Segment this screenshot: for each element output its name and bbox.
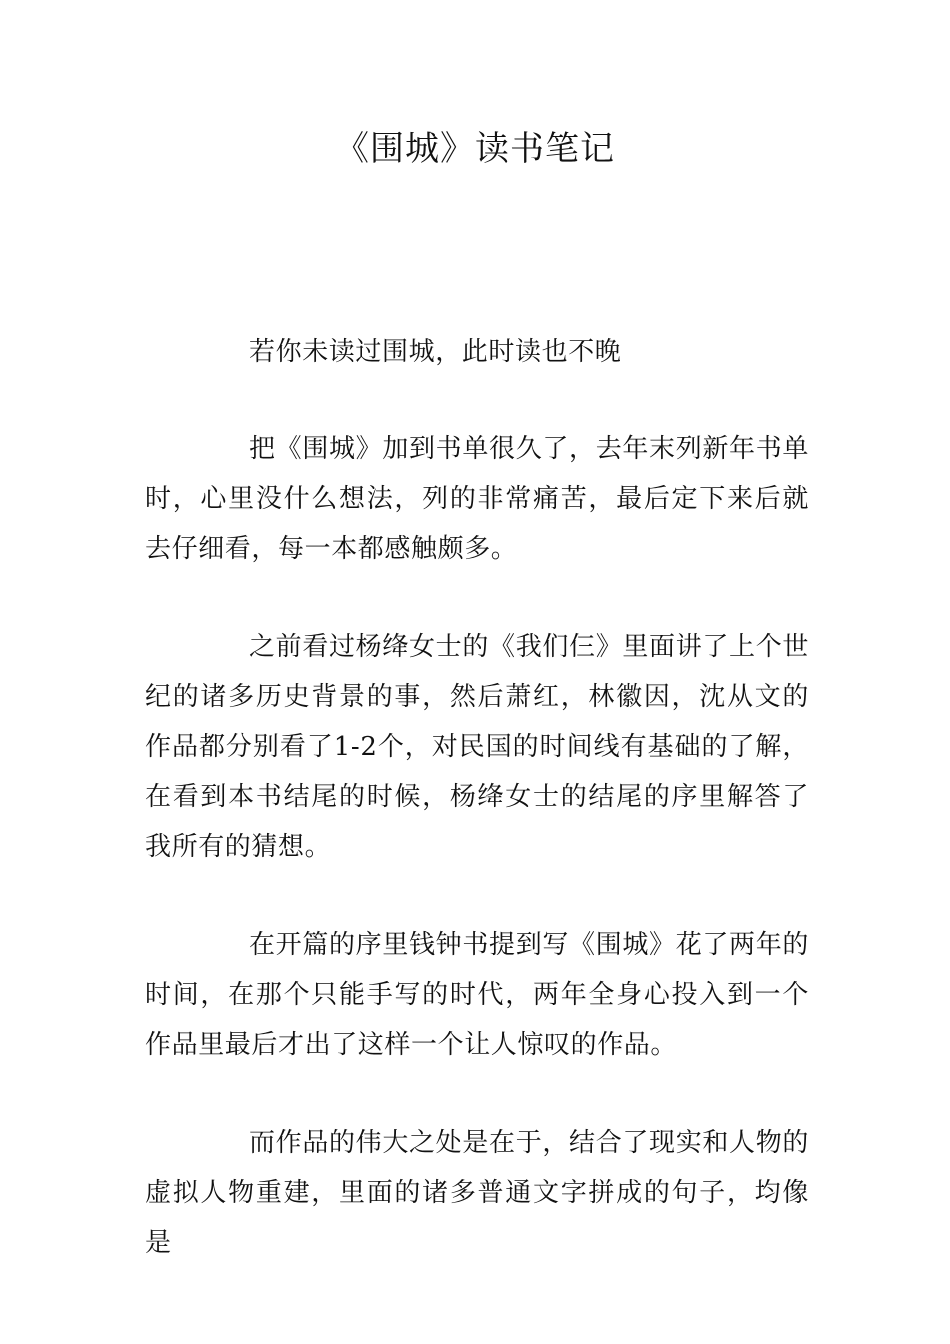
paragraph-2: 把《围城》加到书单很久了，去年末列新年书单时，心里没什么想法，列的非常痛苦，最后定下来后就去仔细看，每一本都感触颇多。 — [145, 434, 809, 564]
paragraph-5: 而作品的伟大之处是在于，结合了现实和人物的虚拟人物重建，里面的诸多普通文字拼成的句子，均像是 — [145, 1128, 809, 1258]
paragraph-4: 在开篇的序里钱钟书提到写《围城》花了两年的时间，在那个只能手写的时代，两年全身心投入到一个作品里最后才出了这样一个让人惊叹的作品。 — [145, 930, 809, 1060]
paragraph-3: 之前看过杨绛女士的《我们仨》里面讲了上个世纪的诸多历史背景的事，然后萧红，林徽因，沈从文的作品都分别看了1-2个，对民国的时间线有基础的了解，在看到本书结尾的时候，杨绛女士的结尾的序里解答了我所有的猜想。 — [145, 632, 809, 862]
paragraph-1: 若你未读过围城，此时读也不晚 — [249, 337, 622, 367]
document-title: 《围城》读书笔记 — [335, 129, 615, 169]
